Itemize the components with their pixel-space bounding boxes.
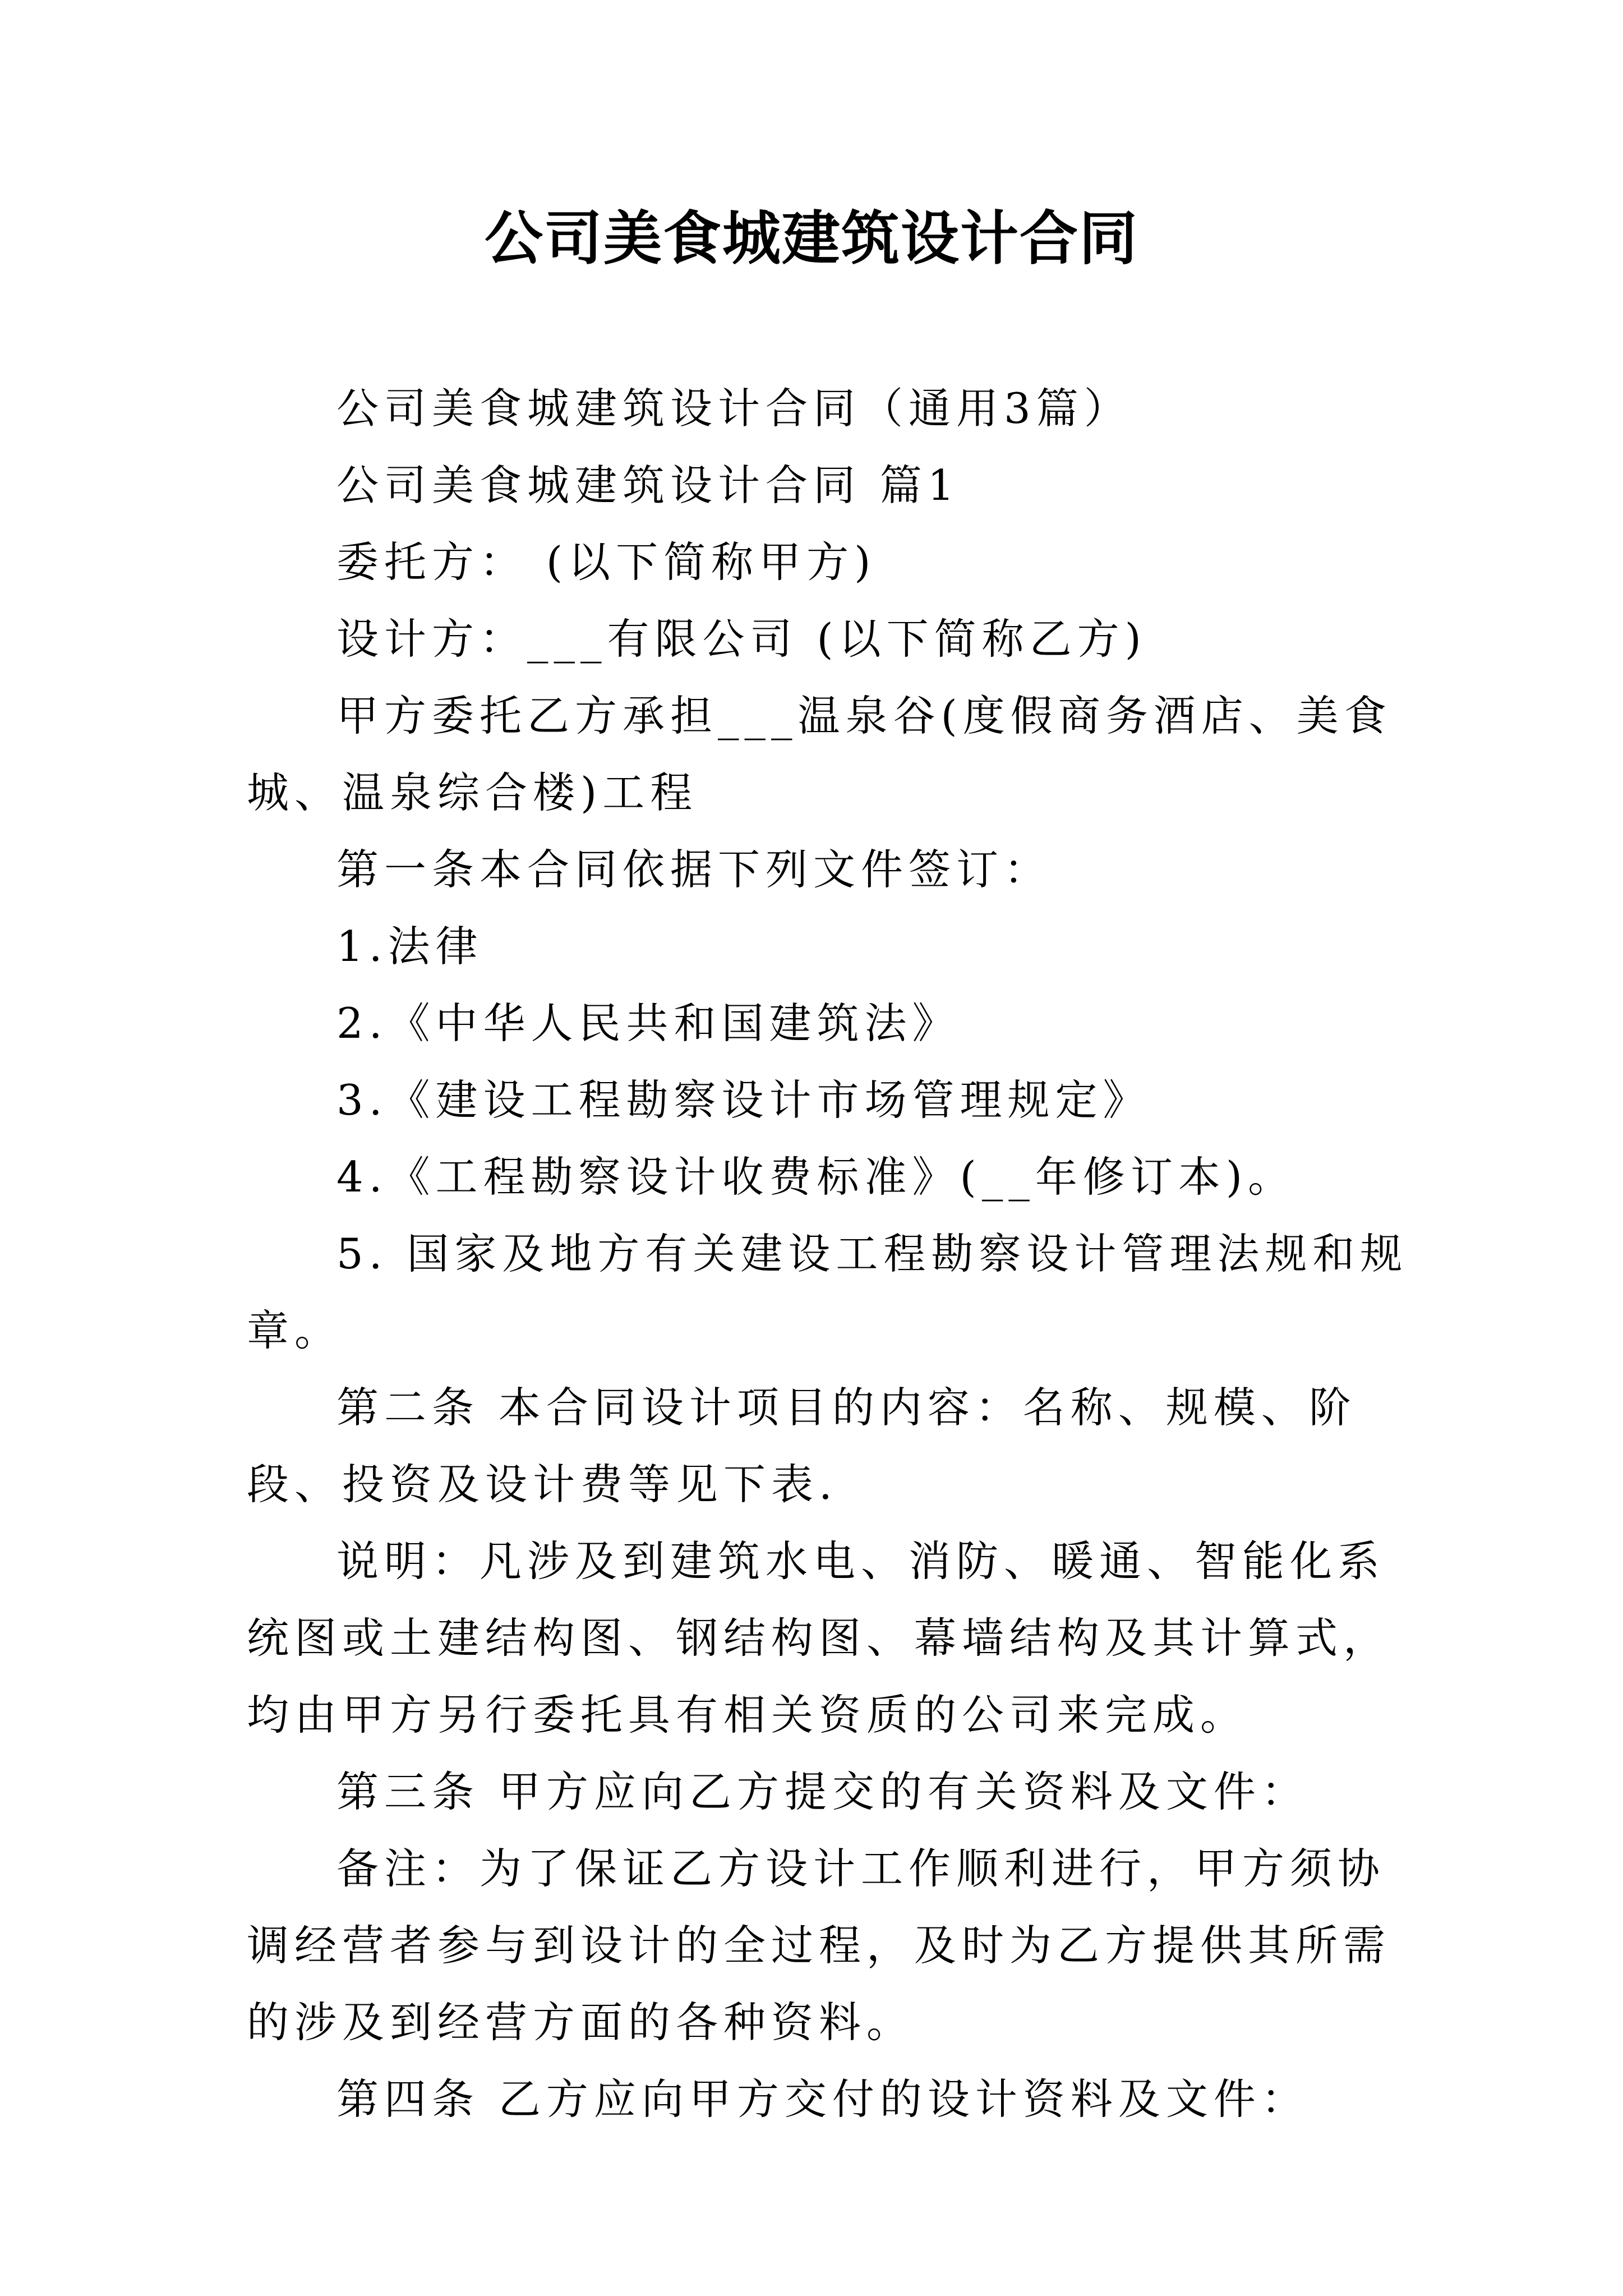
paragraph-designer: 设计方：___有限公司 (以下简称乙方) — [336, 614, 1147, 664]
paragraph-article-4: 第四条 乙方应向甲方交付的设计资料及文件： — [336, 2074, 1309, 2124]
list-item-4: 4.《工程勘察设计收费标准》(__年修订本)。 — [336, 1152, 1296, 1202]
list-item-5: 5. 国家及地方有关建设工程勘察设计管理法规和规章。 — [247, 1229, 1408, 1355]
document-body — [247, 370, 1424, 2138]
paragraph-article-3: 第三条 甲方应向乙方提交的有关资料及文件： — [336, 1767, 1309, 1816]
list-item-3: 3.《建设工程勘察设计市场管理规定》 — [336, 1075, 1151, 1125]
paragraph-client: 委托方： (以下简称甲方) — [336, 537, 877, 587]
paragraph-chapter-heading: 公司美食城建筑设计合同 篇1 — [336, 461, 960, 510]
list-item-2: 2.《中华人民共和国建筑法》 — [336, 999, 960, 1048]
paragraph-project: 甲方委托乙方承担___温泉谷(度假商务酒店、美食城、温泉综合楼)工程 — [247, 691, 1392, 817]
paragraph-article-2: 第二条 本合同设计项目的内容：名称、规模、阶段、投资及设计费等见下表. — [247, 1383, 1357, 1509]
list-item-1: 1.法律 — [336, 922, 483, 971]
paragraph-subtitle: 公司美食城建筑设计合同（通用3篇） — [336, 384, 1132, 433]
document-title: 公司美食城建筑设计合同 — [484, 204, 1138, 273]
paragraph-remark: 备注：为了保证乙方设计工作顺利进行，甲方须协调经营者参与到设计的全过程，及时为乙方提供其所需的涉及到经营方面的各种资料。 — [247, 1844, 1391, 2047]
paragraph-article-1: 第一条本合同依据下列文件签订： — [336, 845, 1052, 894]
paragraph-explanation: 说明：凡涉及到建筑水电、消防、暖通、智能化系统图或土建结构图、钢结构图、幕墙结构及其计算式，均由甲方另行委托具有相关资质的公司来完成。 — [247, 1536, 1391, 1740]
